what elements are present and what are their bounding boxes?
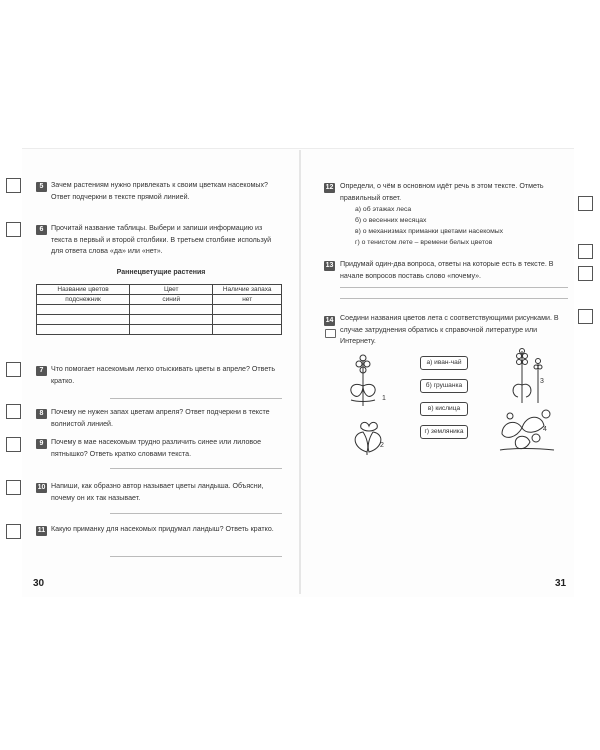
picture-number-3: 3 — [540, 378, 544, 385]
table-cell: подснежник — [37, 295, 130, 305]
answer-line[interactable] — [110, 468, 282, 469]
answer-checkbox-t7[interactable] — [6, 362, 21, 377]
flowers-table — [36, 284, 282, 335]
answer-line[interactable] — [110, 398, 282, 399]
right-page-number: 31 — [555, 578, 567, 589]
t12-option-a[interactable]: а) об этажах леса — [355, 206, 412, 213]
table-row — [37, 315, 282, 325]
answer-checkbox-t6[interactable] — [6, 222, 21, 237]
task-number-14: 14 — [325, 317, 334, 324]
answer-line[interactable] — [110, 513, 282, 514]
page-gutter — [299, 150, 301, 594]
t12-option-c[interactable]: в) о механизмах приманки цветами насекомых — [355, 228, 504, 235]
task-number-7: 7 — [36, 366, 47, 376]
task-number-6: 6 — [36, 225, 47, 235]
table-cell[interactable] — [130, 325, 213, 335]
task-8-text: Почему не нужен запах цветам апреля? Ответ подчеркни в тексте волнистой линией. — [51, 408, 270, 428]
task-12-text: Определи, о чём в основном идёт речь в этом тексте. Отметь правильный ответ. — [340, 182, 544, 202]
t12-option-b[interactable]: б) о весенних месяцах — [355, 217, 427, 224]
answer-checkbox-t5[interactable] — [6, 178, 21, 193]
answer-checkbox-t10[interactable] — [6, 480, 21, 495]
table-header-cell: Название цветов — [37, 285, 130, 295]
answer-checkbox-t12b[interactable] — [578, 244, 593, 259]
table-cell: синий — [130, 295, 213, 305]
table-cell[interactable] — [37, 315, 130, 325]
left-page-number: 30 — [33, 578, 45, 589]
picture-number-1: 1 — [382, 395, 386, 402]
table-cell[interactable] — [37, 325, 130, 335]
task-11-text: Какую приманку для насекомых придумал ландыш? Ответь кратко. — [51, 525, 274, 533]
picture-number-4: 4 — [543, 426, 547, 433]
answer-checkbox-t9[interactable] — [6, 437, 21, 452]
task-13-text: Придумай один-два вопроса, ответы на которые есть в тексте. В начале вопросов поставь слово «почему». — [340, 260, 554, 280]
answer-line[interactable] — [340, 287, 568, 288]
flower-picture-4[interactable] — [496, 404, 558, 452]
task-number-12: 12 — [325, 184, 334, 191]
answer-checkbox-t8[interactable] — [6, 404, 21, 419]
internet-icon — [325, 329, 336, 338]
task-number-13: 13 — [325, 262, 334, 269]
t12-option-d[interactable]: г) о тенистом лете – времени белых цветов — [355, 239, 493, 246]
table-cell: нет — [213, 295, 282, 305]
task-10-text: Напиши, как образно автор называет цветы ландыша. Объясни, почему он их так называет. — [51, 482, 264, 502]
table-cell[interactable] — [37, 305, 130, 315]
table-header-cell: Наличие запаха — [213, 285, 282, 295]
table-row — [37, 295, 282, 305]
answer-checkbox-t14[interactable] — [578, 309, 593, 324]
flower-picture-2[interactable] — [347, 418, 389, 456]
table-title: Раннецветущие растения — [116, 269, 206, 276]
flower-name-a[interactable]: а) иван-чай — [420, 356, 468, 370]
task-number-11: 11 — [37, 527, 46, 534]
answer-line[interactable] — [340, 298, 568, 299]
answer-line[interactable] — [110, 556, 282, 557]
task-6-text: Прочитай название таблицы. Выбери и запиши информацию из текста в первый и второй столбики. В третьем столбике используй для ответа слова «да» или «нет». — [51, 224, 272, 255]
table-row — [37, 305, 282, 315]
table-cell[interactable] — [213, 325, 282, 335]
flower-picture-3[interactable] — [508, 345, 548, 405]
picture-number-2: 2 — [380, 442, 384, 449]
task-number-9: 9 — [36, 439, 47, 449]
task-7-text: Что помогает насекомым легко отыскивать цветы в апреле? Ответь кратко. — [51, 365, 276, 385]
flower-name-b[interactable]: б) грушанка — [420, 379, 468, 393]
table-header-cell: Цвет — [130, 285, 213, 295]
answer-checkbox-t12[interactable] — [578, 196, 593, 211]
task-5-text: Зачем растениям нужно привлекать к своим цветкам насекомых? Ответ подчеркни в тексте прямой линией. — [51, 181, 268, 201]
table-cell[interactable] — [213, 305, 282, 315]
answer-checkbox-t11[interactable] — [6, 524, 21, 539]
flower-name-d[interactable]: г) земляника — [420, 425, 468, 439]
task-number-5: 5 — [36, 182, 47, 192]
table-cell[interactable] — [130, 305, 213, 315]
flower-name-c[interactable]: в) кислица — [420, 402, 468, 416]
table-cell[interactable] — [213, 315, 282, 325]
task-9-text: Почему в мае насекомым трудно различить синее или лиловое пятнышко? Ответь кратко словами текста. — [51, 438, 262, 458]
task-number-8: 8 — [36, 409, 47, 419]
table-row — [37, 325, 282, 335]
flower-picture-1[interactable] — [343, 350, 385, 408]
table-cell[interactable] — [130, 315, 213, 325]
answer-checkbox-t13[interactable] — [578, 266, 593, 281]
task-14-text: Соедини названия цветов лета с соответствующими рисунками. В случае затруднения обратись к справочной литературе или Интернету. — [340, 314, 559, 345]
task-number-10: 10 — [37, 484, 46, 491]
table-header-row — [37, 285, 282, 295]
